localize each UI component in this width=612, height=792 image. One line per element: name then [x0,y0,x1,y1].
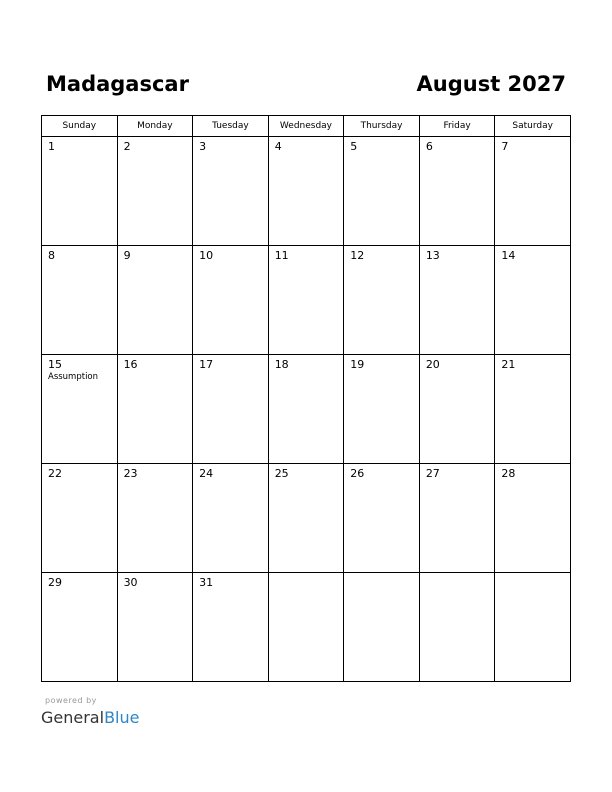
day-cell-empty [268,573,344,682]
day-number: 6 [425,140,433,153]
day-number: 21 [501,358,516,371]
day-number: 29 [48,576,62,589]
day-number: 16 [123,358,138,371]
day-number: 15 [48,358,62,371]
weekday-header: Friday [419,116,495,137]
day-number: 14 [501,249,516,262]
week-row [42,355,571,464]
week-row [42,464,571,573]
day-number: 2 [123,140,131,153]
day-cell [117,246,193,355]
brand-blue-text: Blue [104,708,140,727]
day-number: 31 [199,576,214,589]
day-cell [193,246,269,355]
day-cell [344,137,420,246]
country-title: Madagascar [46,72,189,96]
day-cell [419,464,495,573]
day-number: 9 [123,249,131,262]
calendar-grid [41,115,571,682]
footer-branding [41,696,139,728]
day-number: 20 [425,358,440,371]
day-cell [495,355,571,464]
day-number: 17 [199,358,214,371]
day-cell [117,137,193,246]
day-cell [117,464,193,573]
day-cell [42,464,118,573]
day-cell [193,355,269,464]
day-number: 23 [123,467,138,480]
holiday-label: Assumption [48,372,99,382]
day-cell [495,137,571,246]
day-number: 28 [501,467,516,480]
day-number: 7 [501,140,509,153]
day-number: 4 [274,140,282,153]
week-row [42,246,571,355]
day-cell [268,246,344,355]
weekday-header-row [42,116,571,137]
powered-by-label: powered by [45,696,97,705]
generalblue-logo[interactable] [41,708,139,728]
day-number: 3 [199,140,207,153]
day-number: 26 [350,467,365,480]
weekday-header: Monday [117,116,193,137]
day-cell [344,464,420,573]
day-number: 30 [123,576,138,589]
day-cell [193,573,269,682]
day-cell [117,573,193,682]
day-number: 11 [274,249,289,262]
day-cell [268,355,344,464]
day-number: 8 [48,249,55,262]
day-cell [42,137,118,246]
day-cell [344,246,420,355]
day-cell [495,246,571,355]
day-number: 24 [199,467,214,480]
day-number: 19 [350,358,365,371]
weekday-header: Tuesday [193,116,269,137]
day-cell [193,137,269,246]
day-cell [419,246,495,355]
day-cell [268,137,344,246]
day-cell [419,355,495,464]
day-number: 25 [274,467,289,480]
day-cell [419,137,495,246]
brand-general-text: General [41,708,105,727]
day-number: 22 [48,467,62,480]
day-number: 18 [274,358,289,371]
day-number: 1 [48,140,55,153]
day-cell [117,355,193,464]
weekday-header: Saturday [495,116,571,137]
day-cell [268,464,344,573]
day-number: 12 [350,249,365,262]
week-row [42,137,571,246]
day-cell-empty [495,573,571,682]
day-cell-empty [344,573,420,682]
day-cell [193,464,269,573]
day-cell-empty [419,573,495,682]
day-number: 13 [425,249,440,262]
day-number: 5 [350,140,358,153]
day-number: 27 [425,467,440,480]
day-cell [495,464,571,573]
week-row [42,573,571,682]
weekday-header: Sunday [42,116,118,137]
day-cell [344,355,420,464]
weekday-header: Wednesday [268,116,344,137]
weekday-header: Thursday [344,116,420,137]
day-cell [42,573,118,682]
day-cell [42,355,118,464]
day-number: 10 [199,249,214,262]
day-cell [42,246,118,355]
month-year-title: August 2027 [416,72,566,96]
